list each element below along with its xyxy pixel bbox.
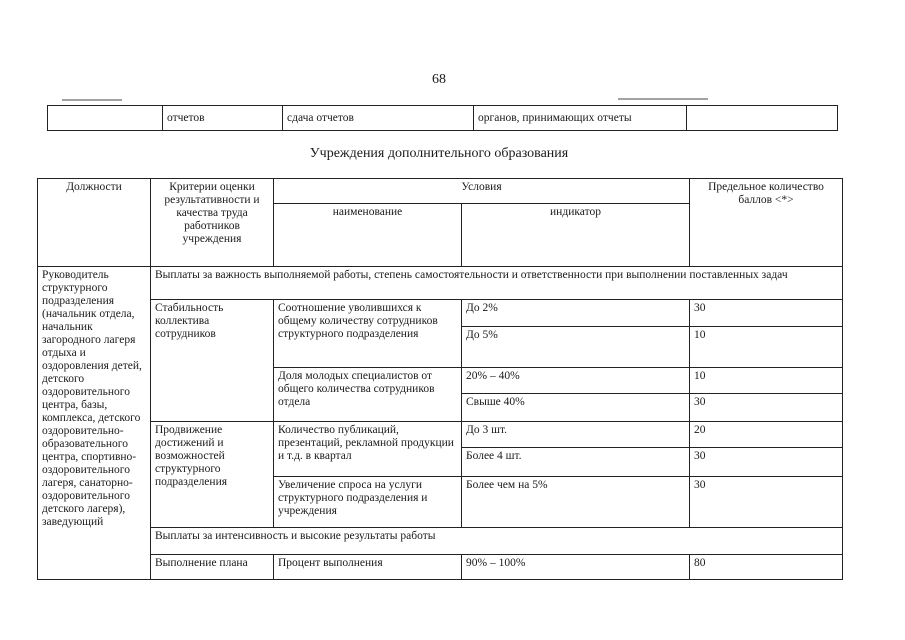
indicator-cell: Более чем на 5% bbox=[462, 477, 690, 528]
criteria-cell: Продвижение достижений и возможностей структурного подразделения bbox=[151, 422, 274, 528]
indicator-cell: До 5% bbox=[462, 327, 690, 368]
table-cell: органов, принимающих отчеты bbox=[474, 106, 687, 131]
position-cell: Руководитель структурного подразделения (начальник отдела, начальник загородного лагеря отдыха и оздоровления детей, детского оздоровительного центра, базы, комплекса, детского оздоровительно-образовательного центра, спортивно-оздоровительного лагеря, санаторно-оздоровительного детского лагеря), заведующий bbox=[38, 267, 151, 580]
scan-artifact bbox=[618, 98, 708, 100]
header-row bbox=[38, 179, 843, 204]
indicator-cell: Свыше 40% bbox=[462, 394, 690, 422]
criteria-cell: Выполнение плана bbox=[151, 555, 274, 580]
table-cell bbox=[48, 106, 163, 131]
table-row bbox=[38, 555, 843, 580]
header-indicator: индикатор bbox=[462, 204, 690, 267]
table-row bbox=[38, 267, 843, 300]
points-cell: 80 bbox=[690, 555, 843, 580]
points-cell: 10 bbox=[690, 327, 843, 368]
header-position: Должности bbox=[38, 179, 151, 267]
indicator-cell: 90% – 100% bbox=[462, 555, 690, 580]
points-cell: 20 bbox=[690, 422, 843, 448]
table-row bbox=[38, 528, 843, 555]
table-cell bbox=[687, 106, 838, 131]
page-number: 68 bbox=[432, 72, 446, 87]
scan-artifact bbox=[62, 99, 122, 101]
table-cell: отчетов bbox=[163, 106, 283, 131]
condition-cell: Соотношение уволившихся к общему количеству сотрудников структурного подразделения bbox=[274, 300, 462, 368]
indicator-cell: Более 4 шт. bbox=[462, 448, 690, 477]
condition-cell: Количество публикаций, презентаций, рекламной продукции и т.д. в квартал bbox=[274, 422, 462, 477]
points-cell: 30 bbox=[690, 394, 843, 422]
header-criteria: Критерии оценки результативности и качества труда работников учреждения bbox=[151, 179, 274, 267]
section-row: Выплаты за интенсивность и высокие результаты работы bbox=[151, 528, 843, 555]
table-row bbox=[48, 106, 838, 131]
section-row: Выплаты за важность выполняемой работы, степень самостоятельности и ответственности при выполнении поставленных задач bbox=[151, 267, 843, 300]
indicator-cell: До 2% bbox=[462, 300, 690, 327]
header-conditions: Условия bbox=[274, 179, 690, 204]
points-cell: 30 bbox=[690, 448, 843, 477]
header-max-points: Предельное количество баллов <*> bbox=[690, 179, 843, 267]
indicator-cell: 20% – 40% bbox=[462, 368, 690, 394]
header-name: наименование bbox=[274, 204, 462, 267]
table-row bbox=[38, 422, 843, 448]
table-row bbox=[38, 300, 843, 327]
indicator-cell: До 3 шт. bbox=[462, 422, 690, 448]
table-cell: сдача отчетов bbox=[283, 106, 474, 131]
condition-cell: Доля молодых специалистов от общего количества сотрудников отдела bbox=[274, 368, 462, 422]
section-title: Учреждения дополнительного образования bbox=[309, 146, 569, 161]
condition-cell: Увеличение спроса на услуги структурного подразделения и учреждения bbox=[274, 477, 462, 528]
points-cell: 30 bbox=[690, 477, 843, 528]
points-cell: 30 bbox=[690, 300, 843, 327]
criteria-cell: Стабильность коллектива сотрудников bbox=[151, 300, 274, 422]
points-cell: 10 bbox=[690, 368, 843, 394]
continued-table-row bbox=[47, 105, 838, 131]
condition-cell: Процент выполнения bbox=[274, 555, 462, 580]
criteria-table bbox=[37, 178, 843, 580]
